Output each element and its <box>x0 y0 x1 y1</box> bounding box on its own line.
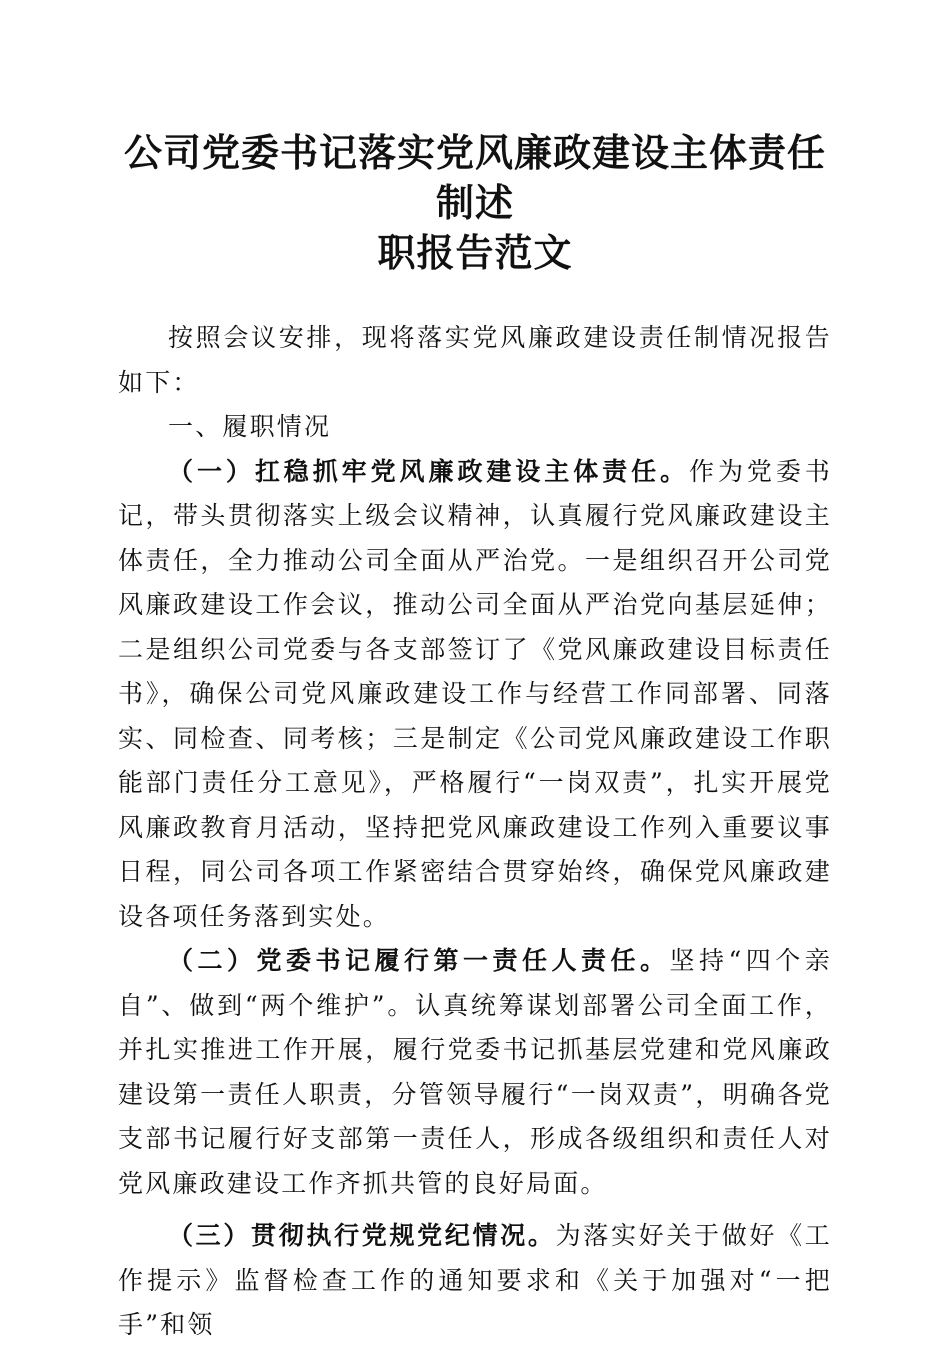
item-text: 作为党委书记，带头贯彻落实上级会议精神，认真履行党风廉政建设主体责任，全力推动公司全面从严治党。一是组织召开公司党风廉政建设工作会议，推动公司全面从严治党向基层延伸；二是组织公司党委与各支部签订了《党风廉政建设目标责任书》，确保公司党风廉政建设工作与经营工作同部署、同落实、同检查、同考核；三是制定《公司党风廉政建设工作职能部门责任分工意见》，严格履行“一岗双责”，扎实开展党风廉政教育月活动，坚持把党风廉政建设工作列入重要议事日程，同公司各项工作紧密结合贯穿始终，确保党风廉政建设各项任务落到实处。 <box>118 456 832 931</box>
document-title <box>118 128 832 278</box>
title-line-1: 公司党委书记落实党风廉政建设主体责任制述 <box>123 130 826 225</box>
section-heading: 一、履职情况 <box>168 412 332 441</box>
item-text: 坚持“四个亲自”、做到“两个维护”。认真统筹谋划部署公司全面工作，并扎实推进工作开展，履行党委书记抓基层党建和党风廉政建设第一责任人职责，分管领导履行“一岗双责”，明确各党支部书记履行好支部第一责任人，形成各级组织和责任人对党风廉政建设工作齐抓共管的良好局面。 <box>118 946 832 1198</box>
item-paragraph-2 <box>118 939 832 1206</box>
item-lead: （二）党委书记履行第一责任人责任。 <box>168 946 670 975</box>
document-body <box>118 316 832 1348</box>
item-lead: （三）贯彻执行党规党纪情况。 <box>168 1221 556 1250</box>
item-lead: （一）扛稳抓牢党风廉政建设主体责任。 <box>168 456 689 486</box>
intro-paragraph: 按照会议安排，现将落实党风廉政建设责任制情况报告如下： <box>118 323 832 397</box>
title-line-2: 职报告范文 <box>377 230 573 275</box>
item-paragraph-3 <box>118 1214 832 1348</box>
item-text: 为落实好关于做好《工作提示》监督检查工作的通知要求和《关于加强对“一把手”和领 <box>118 1221 832 1339</box>
item-paragraph-1 <box>118 450 832 940</box>
